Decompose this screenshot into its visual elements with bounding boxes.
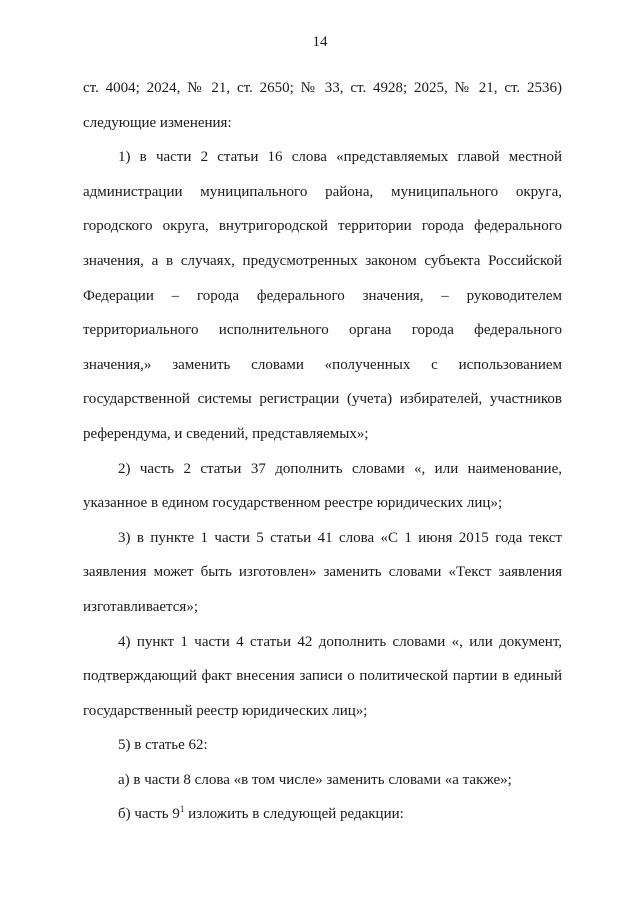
document-body bbox=[83, 71, 562, 832]
paragraph-item-4: 4) пункт 1 части 4 статьи 42 дополнить словами «, или документ, подтверждающий факт внесения записи о политической партии в единый государственный реестр юридических лиц»; bbox=[83, 633, 562, 719]
subitem-b-text-end: изложить в следующей редакции: bbox=[184, 806, 404, 823]
paragraph-item-5: 5) в статье 62: bbox=[118, 737, 208, 754]
paragraph-intro-continuation: ст. 4004; 2024, № 21, ст. 2650; № 33, ст. 4928; 2025, № 21, ст. 2536) следующие изменения: bbox=[83, 80, 562, 131]
superscript-index: 1 bbox=[179, 804, 185, 815]
paragraph-subitem-a: а) в части 8 слова «в том числе» заменить словами «а также»; bbox=[118, 771, 512, 788]
paragraph-item-3: 3) в пункте 1 части 5 статьи 41 слова «С 1 июня 2015 года текст заявления может быть изготовлен» заменить словами «Текст заявления изготавливается»; bbox=[83, 529, 562, 615]
paragraph-subitem-b bbox=[83, 797, 562, 832]
page-number: 14 bbox=[312, 34, 328, 50]
paragraph-item-2: 2) часть 2 статьи 37 дополнить словами «, или наименование, указанное в едином государственном реестре юридических лиц»; bbox=[83, 460, 562, 512]
subitem-b-text-start: б) часть 9 bbox=[118, 806, 180, 823]
paragraph-item-1: 1) в части 2 статьи 16 слова «представляемых главой местной администрации муниципального района, муниципального округа, городского округа, внутригородской территории города федерального значения, а в случаях, предусмотренных законом субъекта Российской Федерации – города федерального значения, – руководителем территориального исполнительного органа города федерального значения,» заменить словами «полученных с использованием государственной системы регистрации (учета) избирателей, участников референдума, и сведений, представляемых»; bbox=[83, 149, 562, 442]
